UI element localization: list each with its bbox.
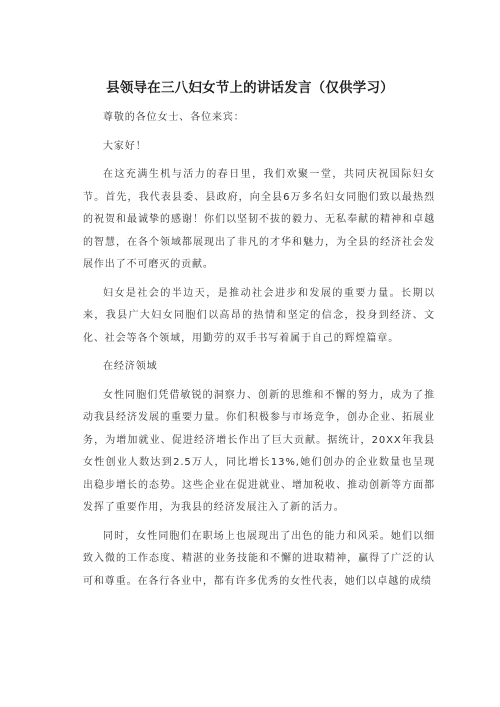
greeting: 大家好！ — [103, 140, 147, 152]
paragraph-workplace: 同时，女性同胞们在职场上也展现出了出色的能力和风采。她们以细致入微的工作态度、精湛的业务技能和不懈的进取精神，赢得了广泛的认可和尊重。在各行各业中，都有许多优秀的女性代表，她们以卓越的成绩 — [83, 530, 435, 587]
document-title: 县领导在三八妇女节上的讲话发言（仅供学习） — [106, 80, 394, 96]
document-body — [83, 107, 435, 599]
paragraph-women-role: 妇女是社会的半边天，是推动社会进步和发展的重要力量。长期以来，我县广大妇女同胞们以高昂的热情和坚定的信念，投身到经济、文化、社会等各个领域，用勤劳的双手书写着属于自己的辉煌篇章。 — [83, 287, 435, 344]
section-heading-economy: 在经济领域 — [103, 361, 158, 372]
paragraph-economy: 女性同胞们凭借敏锐的洞察力、创新的思维和不懈的努力，成为了推动我县经济发展的重要力量。你们积极参与市场竞争，创办企业、拓展业务，为增加就业、促进经济增长作出了巨大贡献。据统计，20XX年我县女性创业人数达到2.5万人，同比增长13%,她们创办的企业数量也呈现出稳步增长的态势。这些企业在促进就业、增加税收、推动创新等方面都发挥了重要作用，为我县的经济发展注入了新的活力。 — [83, 389, 435, 513]
salutation: 尊敬的各位女士、各位来宾： — [103, 112, 245, 123]
paragraph-intro: 在这充满生机与活力的春日里，我们欢聚一堂，共同庆祝国际妇女节。首先，我代表县委、县政府，向全县6万多名妇女同胞们致以最热烈的祝贺和最诚挚的感谢！你们以坚韧不拔的毅力、无私奉献的精神和卓越的智慧，在各个领域都展现出了非凡的才华和魅力，为全县的经济社会发展作出了不可磨灭的贡献。 — [83, 169, 435, 270]
